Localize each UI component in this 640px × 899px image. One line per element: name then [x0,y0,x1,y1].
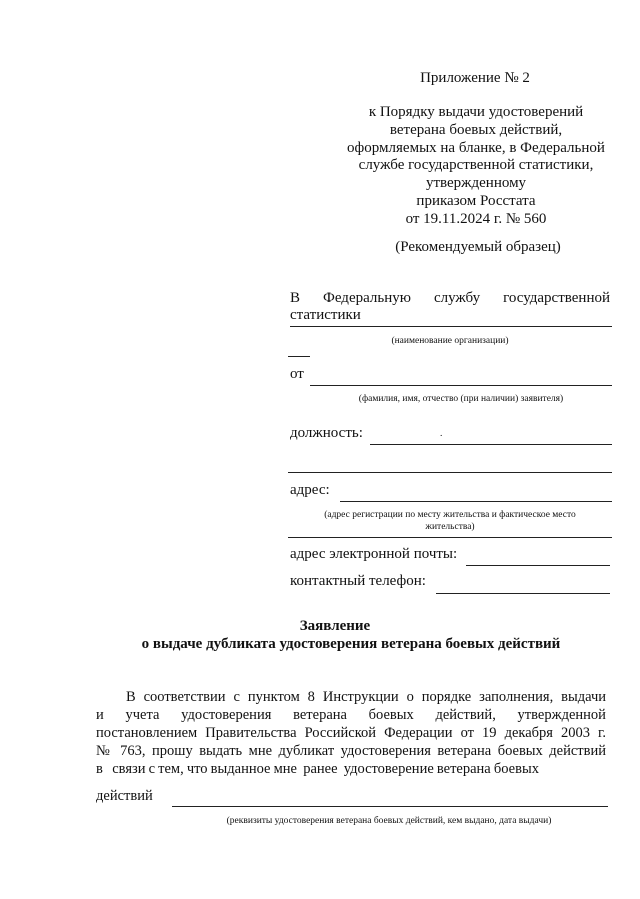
appendix-line: утвержденному [425,175,527,192]
sample-note: (Рекомендуемый образец) [395,239,561,255]
position-field-line[interactable] [370,444,612,445]
body-line-3: постановлением Правительства Российской Федерации от 19 декабря 2003 г. [96,725,606,741]
from-label: от [290,366,304,382]
address-field-line-2[interactable] [288,537,612,538]
address-label: адрес: [290,482,330,498]
statement-title: Заявление [299,618,371,634]
appendix-line: приказом Росстата [416,192,536,209]
body-line-2 [96,706,606,724]
body-word: ветерана [293,707,347,723]
phone-label: контактный телефон: [290,573,426,589]
position-mark: . [440,429,443,439]
organization-caption: (наименование организации) [391,336,509,346]
body-line-4: № 763, прошу выдать мне дубликат удостоверения ветерана боевых действий [96,743,606,759]
addressee-word: Федеральную [323,290,411,306]
phone-field-line[interactable] [436,593,610,594]
addressee-word: службу [433,290,481,306]
address-caption [300,509,600,533]
address-field-line[interactable] [340,501,612,502]
body-line-6: действий [96,788,153,804]
address-caption-line: (адрес регистрации по месту жительства и фактическое место [324,510,576,520]
body-word: боевых [368,707,414,723]
body-word: учета [125,707,160,723]
applicant-name-field-line[interactable] [310,385,612,386]
email-label: адрес электронной почты: [290,546,458,562]
addressee-word: государственной [503,290,610,306]
appendix-line: ветерана боевых действий, [389,121,563,138]
body-word: действий, [435,707,496,723]
addressee-word: В [290,290,301,306]
appendix-title: Приложение № 2 [420,70,530,86]
email-field-line[interactable] [466,565,610,566]
organization-field-line-2[interactable] [288,356,310,357]
organization-field-line[interactable] [290,326,612,327]
body-word: удостоверения [181,707,272,723]
addressee-line-1 [290,289,610,307]
body-word: и [96,707,104,723]
body-word: утвержденной [517,707,606,723]
statement-subtitle: о выдаче дубликата удостоверения ветерана боевых действий [141,636,561,652]
applicant-name-caption: (фамилия, имя, отчество (при наличии) заявителя) [358,394,564,404]
certificate-details-caption: (реквизиты удостоверения ветерана боевых действий, кем выдано, дата выдачи) [226,816,552,826]
address-caption-line: жительства) [425,522,475,532]
appendix-line: службе государственной статистики, [358,157,594,174]
appendix-line: оформляемых на бланке, в Федеральной [347,139,605,156]
body-line-1: В соответствии с пунктом 8 Инструкции о порядке заполнения, выдачи [126,689,606,705]
appendix-reference [340,104,612,229]
position-field-line-2[interactable] [288,472,612,473]
appendix-line: к Порядку выдачи удостоверений [368,104,584,120]
certificate-details-field-line[interactable] [172,806,608,807]
position-label: должность: [290,425,363,441]
addressee-line-2: статистики [290,307,361,323]
body-line-5: в связи с тем, что выданное мне ранее удостоверение ветерана боевых [96,761,539,777]
appendix-line: от 19.11.2024 г. № 560 [405,210,547,227]
